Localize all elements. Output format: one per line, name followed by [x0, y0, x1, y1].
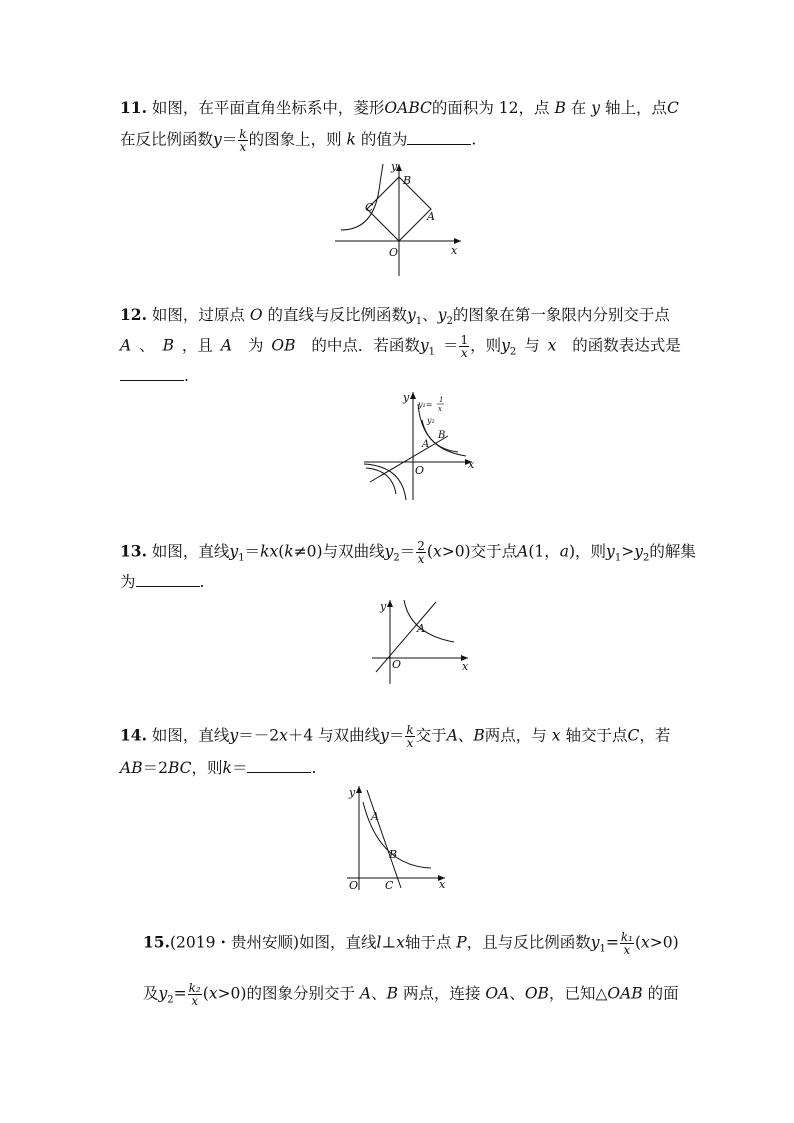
q12-line2 — [120, 334, 680, 363]
text: . — [311, 759, 317, 777]
axis-label-y: y — [380, 600, 387, 613]
point-label-c: C — [365, 201, 374, 214]
answer-blank — [136, 572, 200, 587]
text: . — [471, 130, 477, 149]
q15-line2 — [143, 982, 678, 1011]
text: 的图象上，则 — [248, 130, 342, 149]
text: y — [380, 726, 389, 745]
text: y — [606, 542, 615, 561]
text: ，则 — [470, 336, 502, 355]
text: y — [419, 336, 429, 355]
point-label-b: B — [438, 430, 446, 441]
text: ⊥ — [381, 933, 397, 952]
curve-label-numerator: 1 — [439, 396, 444, 404]
text: 轴交于点 — [565, 726, 628, 745]
text: x — [641, 933, 650, 952]
q11-figure — [333, 160, 473, 278]
text: 的面积为 12，点 — [431, 99, 550, 117]
text: 的直线与反比例函数 — [267, 306, 408, 324]
text: 如图，直线 — [151, 542, 230, 561]
text: 的函数表达式是 — [572, 336, 681, 355]
text: ，若 — [639, 726, 671, 745]
q13-line1 — [120, 539, 696, 569]
point-label-c: C — [385, 879, 394, 892]
text: 、 — [371, 984, 387, 1003]
text: y — [590, 933, 600, 952]
text: kx — [260, 542, 279, 561]
text: 如图，过原点 — [151, 306, 245, 324]
text: ，且与反比例函数 — [466, 933, 591, 952]
text: OB — [524, 984, 549, 1003]
q11-number: 11. — [120, 98, 147, 117]
text: ＝ — [442, 336, 459, 355]
point-label-a: A — [422, 439, 430, 450]
text: 为 — [120, 573, 136, 591]
text: ＝2 — [142, 759, 168, 777]
text: ＝ — [231, 759, 248, 777]
denominator: x — [191, 994, 199, 1008]
text: y — [229, 542, 239, 561]
text: y — [213, 130, 222, 149]
text: ＝ — [399, 542, 416, 561]
text: 如图，在平面直角坐标系中，菱形 — [151, 99, 385, 117]
text: >0)的图象分别交于 — [217, 984, 355, 1003]
q12-line3 — [120, 366, 680, 386]
q14-number: 14. — [120, 725, 147, 745]
text: A — [359, 984, 372, 1003]
q14-figure — [343, 782, 451, 892]
text: (2019・贵州安顺)如图，直线 — [169, 933, 377, 952]
text: ，已知△ — [548, 984, 608, 1003]
text: 轴上，点 — [604, 99, 667, 117]
axis-label-x: x — [451, 244, 458, 257]
text: ( — [634, 933, 642, 952]
subscript: 2 — [446, 316, 453, 328]
q14-line1 — [120, 724, 680, 749]
text: ( — [278, 542, 285, 561]
text: B — [386, 984, 399, 1003]
text: y — [437, 306, 447, 324]
text: y — [634, 542, 643, 561]
text: ( — [426, 542, 433, 561]
numerator: k — [239, 127, 247, 141]
curve-label-y1: y₁= — [418, 400, 433, 409]
text: ，则 — [191, 759, 223, 777]
denominator: x — [417, 552, 425, 566]
subscript: 1 — [415, 316, 423, 328]
numerator: k₁ — [620, 930, 633, 944]
text: ＝ — [244, 542, 261, 561]
point-label-a: A — [417, 622, 425, 635]
text: y — [384, 542, 394, 561]
text: O — [249, 306, 263, 324]
text: k — [346, 130, 356, 149]
point-label-o: O — [415, 464, 425, 477]
subscript: 1 — [238, 552, 245, 564]
text: 、 — [457, 726, 474, 745]
q15-line1 — [143, 931, 678, 960]
text: (1， — [528, 542, 560, 561]
denominator: x — [239, 140, 247, 154]
numerator: 1 — [460, 333, 469, 347]
text: ，且 — [181, 336, 213, 355]
text: ＋4 与双曲线 — [287, 726, 381, 745]
text: 为 — [247, 336, 264, 355]
axis-label-x: x — [462, 660, 469, 673]
text: OB — [271, 336, 296, 355]
text: 交于 — [415, 726, 447, 745]
text: x — [279, 726, 288, 745]
text: x — [208, 984, 218, 1003]
answer-blank — [120, 366, 184, 381]
text: OA — [485, 984, 510, 1003]
q12-number: 12. — [120, 305, 147, 324]
subscript: 2 — [642, 552, 650, 564]
text: >0) — [649, 933, 679, 952]
fraction — [238, 128, 247, 153]
text: 的中点．若函数 — [311, 336, 420, 355]
fraction — [459, 334, 469, 359]
denominator: x — [623, 943, 631, 957]
subscript: 2 — [167, 994, 174, 1006]
fraction — [620, 931, 634, 956]
text: 与 — [524, 336, 540, 355]
axis-label-x: x — [439, 878, 446, 891]
text: = — [605, 933, 619, 952]
text: 两点，连接 — [402, 984, 481, 1003]
text: y — [158, 984, 168, 1003]
text: x — [551, 726, 561, 745]
text: a — [559, 542, 569, 561]
text: x — [432, 542, 442, 561]
axis-label-y: y — [391, 160, 398, 173]
text: 在 — [570, 99, 587, 117]
numerator: 2 — [417, 539, 425, 553]
fraction — [188, 982, 202, 1007]
text: y — [591, 99, 601, 117]
subscript: 1 — [599, 943, 606, 955]
text: k — [222, 759, 232, 777]
text: x — [396, 933, 405, 952]
curve-label-denominator: x — [438, 405, 442, 413]
point-label-o: O — [392, 658, 402, 671]
text: )，则 — [568, 542, 607, 561]
subscript: 1 — [614, 552, 622, 564]
text: x — [547, 336, 557, 355]
text: C — [627, 726, 640, 745]
point-label-b: B — [389, 848, 398, 861]
text: B — [473, 726, 485, 745]
text: 、 — [422, 306, 438, 324]
text: ＝－2 — [238, 726, 280, 745]
answer-blank — [407, 130, 471, 145]
point-label-b: B — [403, 174, 412, 187]
text: 的面 — [647, 984, 679, 1003]
text: y — [407, 306, 416, 324]
q13-line2 — [120, 572, 680, 592]
point-label-o: O — [389, 246, 399, 259]
q13-number: 13. — [120, 541, 147, 561]
curve-label-y2: y₂ — [427, 416, 435, 425]
text: 如图，直线 — [151, 726, 230, 745]
text: y — [229, 726, 239, 745]
denominator: x — [460, 346, 468, 360]
text: A — [120, 336, 132, 355]
text: > — [621, 542, 635, 561]
q13-figure — [370, 598, 474, 686]
text: k — [284, 542, 294, 561]
text: A — [220, 336, 233, 355]
text: y — [501, 336, 510, 355]
text: 两点，与 — [484, 726, 547, 745]
q11-line2 — [120, 128, 680, 153]
q12-figure — [362, 390, 482, 502]
text: A — [446, 726, 458, 745]
text: 在反比例函数 — [120, 130, 214, 149]
axis-label-y: y — [403, 391, 410, 404]
text: B — [554, 99, 566, 117]
numerator: k — [406, 723, 414, 737]
text: 及 — [143, 984, 159, 1003]
point-label-a: A — [427, 210, 435, 223]
text: A — [517, 542, 529, 561]
q12-line1 — [120, 305, 680, 332]
text: 、 — [139, 336, 155, 355]
q11-line1 — [120, 98, 680, 118]
point-label-a: A — [371, 810, 379, 823]
text: 的图象在第一象限内分别交于点 — [452, 306, 670, 324]
q14-line2 — [120, 758, 680, 778]
fraction — [405, 724, 414, 749]
subscript: 1 — [428, 346, 436, 358]
text: P — [456, 933, 467, 952]
text: 、 — [509, 984, 525, 1003]
text: . — [199, 573, 205, 591]
subscript: 2 — [509, 346, 517, 358]
answer-blank — [247, 758, 311, 773]
text: l — [376, 933, 382, 952]
text: = — [173, 984, 187, 1003]
text: 的解集 — [649, 542, 696, 561]
text: OABC — [384, 99, 432, 117]
text: BC — [167, 759, 192, 777]
axis-label-x: x — [468, 458, 475, 471]
text: B — [162, 336, 174, 355]
numerator: k₂ — [188, 981, 201, 995]
text: AB — [120, 759, 143, 777]
axis-label-y: y — [349, 786, 356, 799]
denominator: x — [406, 736, 414, 750]
fraction — [416, 540, 426, 565]
text: >0)交于点 — [441, 542, 518, 561]
text: OAB — [607, 984, 643, 1003]
point-label-o: O — [349, 879, 359, 892]
text: ≠0)与双曲线 — [293, 542, 385, 561]
text: C — [666, 99, 679, 117]
text: ( — [202, 984, 209, 1003]
text: 轴于点 — [404, 933, 452, 952]
text: . — [184, 367, 189, 385]
text: ＝ — [388, 726, 405, 745]
text: ＝ — [221, 130, 238, 149]
subscript: 2 — [393, 552, 400, 564]
text: 的值为 — [360, 130, 408, 149]
q15-number: 15. — [143, 932, 170, 952]
